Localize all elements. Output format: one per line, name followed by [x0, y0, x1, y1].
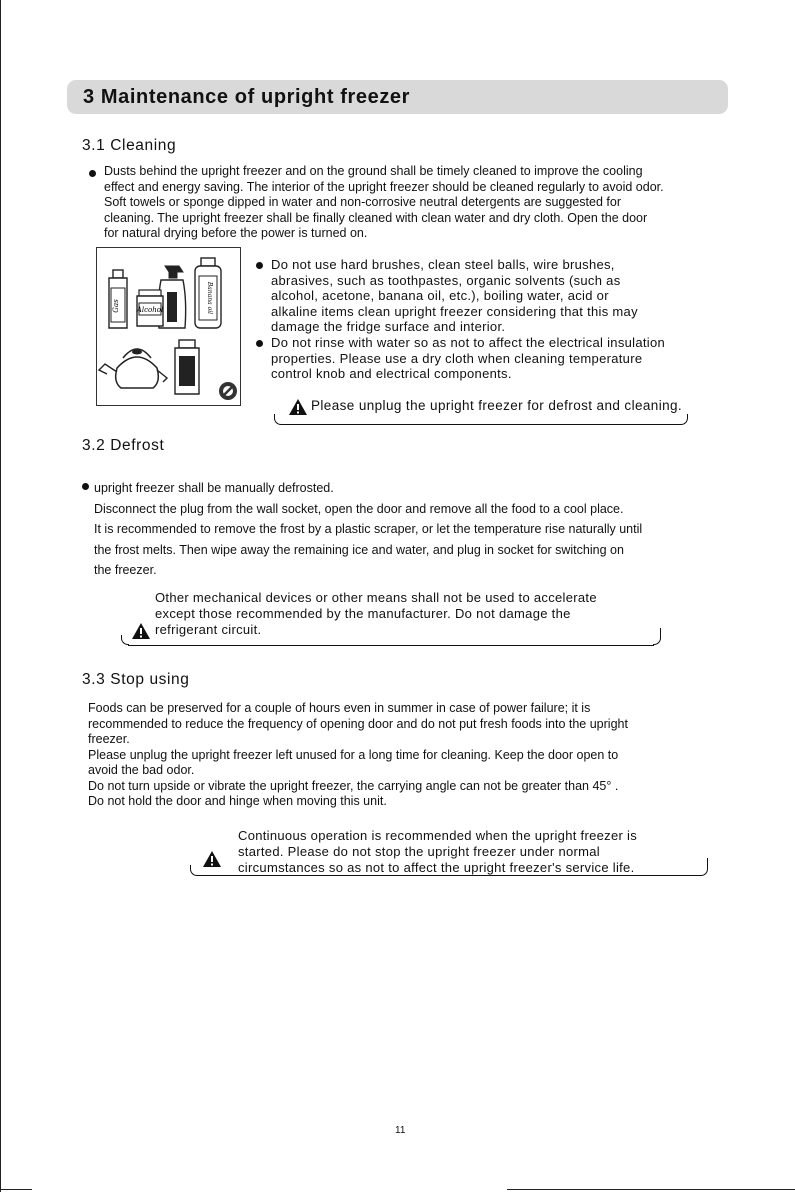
text-line: recommended to reduce the frequency of opening door and do not put fresh foods into the upright	[88, 716, 628, 731]
warning-triangle-icon	[288, 398, 308, 416]
chapter-title: 3 Maintenance of upright freezer	[83, 86, 411, 108]
stop-using-text	[88, 701, 748, 810]
warning-underline	[128, 645, 654, 646]
section-heading-defrost: 3.2 Defrost	[82, 437, 165, 454]
text-line: started. Please do not stop the upright freezer under normal	[238, 844, 600, 859]
text-line: Please unplug the upright freezer left unused for a long time for cleaning. Keep the door open to	[88, 747, 619, 762]
warning-bracket-right	[680, 414, 688, 425]
text-line: circumstances so as not to affect the upright freezer's service life.	[238, 860, 635, 875]
cleaning-products-drawing	[97, 248, 240, 405]
bullet-dot	[256, 340, 263, 347]
defrost-warning-text	[155, 590, 675, 638]
section-heading-stop-using: 3.3 Stop using	[82, 671, 190, 688]
bullet-dot	[89, 170, 96, 177]
bottle-label-gas: Gas	[112, 299, 120, 313]
bullet-dot	[82, 483, 89, 490]
warning-bracket-right	[700, 858, 708, 876]
text-line: refrigerant circuit.	[155, 622, 262, 637]
text-line: Dusts behind the upright freezer and on the ground shall be timely cleaned to improve the cooling	[104, 164, 643, 178]
page-edge-left	[0, 0, 1, 1192]
stop-using-warning-text	[238, 828, 688, 876]
warning-triangle-icon	[131, 622, 151, 640]
text-line: cleaning. The upright freezer shall be finally cleaned with clean water and dry cloth. Open the door	[104, 210, 648, 225]
text-line: It is recommended to remove the frost by a plastic scraper, or let the temperature rise naturally until	[94, 522, 643, 536]
warning-underline	[281, 424, 681, 425]
text-line: Continuous operation is recommended when the upright freezer is	[238, 828, 638, 843]
text-line: the frost melts. Then wipe away the remaining ice and water, and plug in socket for switching on	[94, 542, 624, 557]
text-line: effect and energy saving. The interior of the upright freezer should be cleaned regularly to avoid odor.	[104, 179, 664, 194]
text-line: properties. Please use a dry cloth when cleaning temperature	[271, 350, 643, 366]
text-line: alkaline items clean upright freezer considering that this may	[271, 303, 638, 319]
text-line: Soft towels or sponge dipped in water and non-corrosive neutral detergents are suggested for	[104, 195, 621, 209]
text-line: damage the fridge surface and interior.	[271, 319, 506, 334]
text-line: except those recommended by the manufacturer. Do not damage the	[155, 606, 571, 621]
page-edge-bottom-right	[507, 1189, 795, 1190]
section-heading-cleaning: 3.1 Cleaning	[82, 137, 177, 154]
warning-bracket-right	[653, 628, 661, 645]
text-line: avoid the bad odor.	[88, 763, 195, 777]
warning-triangle-icon	[202, 850, 222, 868]
warning-unplug-text: Please unplug the upright freezer for defrost and cleaning.	[311, 398, 683, 413]
text-line: Do not hold the door and hinge when moving this unit.	[88, 794, 387, 808]
text-line: freezer.	[88, 732, 130, 746]
cleaning-bullet-rinse	[271, 335, 741, 382]
bullet-dot	[256, 262, 263, 269]
page-number: 11	[395, 1125, 406, 1136]
text-line: Do not use hard brushes, clean steel balls, wire brushes,	[271, 257, 615, 272]
defrost-text	[94, 478, 734, 581]
text-line: the freezer.	[94, 563, 157, 577]
warning-underline	[197, 875, 701, 876]
chapter-banner	[67, 80, 728, 114]
text-line: Do not rinse with water so as not to affect the electrical insulation	[271, 335, 666, 350]
text-line: Disconnect the plug from the wall socket, open the door and remove all the food to a cool place.	[94, 501, 624, 516]
text-line: control knob and electrical components.	[271, 366, 512, 381]
jar-label-alcohol: Alcohol	[136, 306, 164, 314]
warning-bracket-left	[121, 635, 129, 645]
text-line: abrasives, such as toothpastes, organic solvents (such as	[271, 272, 621, 288]
cleaning-products-illustration	[96, 247, 241, 406]
cleaning-intro	[104, 164, 744, 242]
text-line: alcohol, acetone, banana oil, etc.), boiling water, acid or	[271, 288, 609, 303]
text-line: upright freezer shall be manually defrosted.	[94, 481, 334, 495]
cleaning-bullet-brushes	[271, 257, 731, 335]
text-line: Other mechanical devices or other means shall not be used to accelerate	[155, 590, 597, 605]
text-line: for natural drying before the power is turned on.	[104, 226, 368, 240]
text-line: Do not turn upside or vibrate the upright freezer, the carrying angle can not be greater than 45° .	[88, 778, 619, 793]
page-edge-bottom-left	[0, 1189, 32, 1190]
text-line: Foods can be preserved for a couple of hours even in summer in case of power failure; it is	[88, 701, 591, 715]
bottle-label-banana-oil: Banana oil	[206, 281, 213, 315]
